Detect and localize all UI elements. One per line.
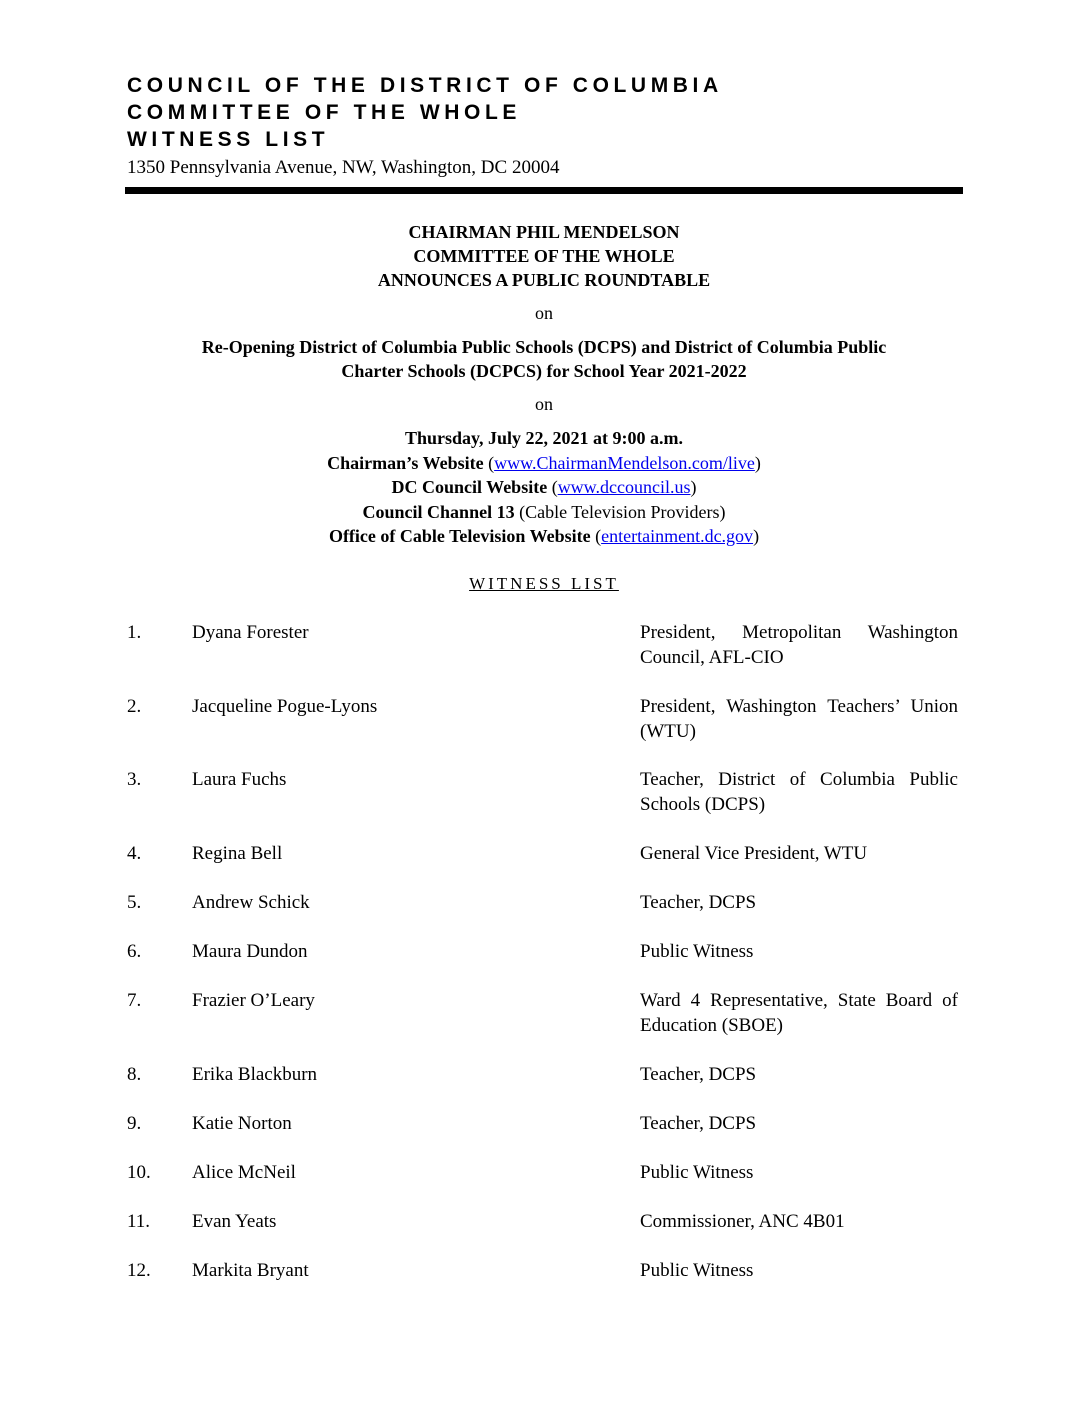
- letterhead: [127, 72, 967, 180]
- committee-name: COMMITTEE OF THE WHOLE: [127, 101, 522, 124]
- council-website-link[interactable]: www.dccouncil.us: [557, 477, 691, 497]
- octv-website-link[interactable]: entertainment.dc.gov: [601, 526, 754, 546]
- announcement-header: [125, 220, 963, 292]
- witness-number: 9.: [127, 1113, 142, 1134]
- witness-title: Teacher, District of Columbia Public Schools (DCPS): [640, 769, 958, 815]
- roundtable-topic: [125, 335, 963, 383]
- council-website-label: DC Council Website: [391, 477, 548, 497]
- witness-number: 11.: [127, 1211, 151, 1232]
- witness-number: 10.: [127, 1162, 151, 1183]
- witness-title: Teacher, DCPS: [640, 1064, 757, 1085]
- witness-title: Commissioner, ANC 4B01: [640, 1211, 845, 1232]
- council-website-line: DC Council Website (www.dccouncil.us): [391, 477, 697, 497]
- witness-name: Katie Norton: [192, 1113, 292, 1134]
- council-channel-label: Council Channel 13: [362, 501, 515, 522]
- witness-name: Markita Bryant: [192, 1260, 309, 1281]
- on-separator-2: on: [535, 394, 553, 414]
- octv-website-label: Office of Cable Television Website: [328, 526, 591, 546]
- witness-title: Teacher, DCPS: [640, 1113, 757, 1134]
- witness-title: General Vice President, WTU: [640, 843, 868, 864]
- witness-name: Dyana Forester: [192, 622, 309, 643]
- witness-name: Jacqueline Pogue-Lyons: [192, 696, 378, 717]
- topic-line-1: Re-Opening District of Columbia Public Schools (DCPS) and District of Columbia Public: [201, 337, 887, 357]
- witness-name: Regina Bell: [192, 843, 283, 864]
- octv-website-line: Office of Cable Television Website (entertainment.dc.gov): [328, 526, 760, 546]
- announces-line: ANNOUNCES A PUBLIC ROUNDTABLE: [377, 270, 711, 290]
- witness-title: President, Washington Teachers’ Union (WTU): [640, 696, 958, 742]
- council-channel-note: (Cable Television Providers): [519, 501, 726, 522]
- chairman-website-line: Chairman’s Website (www.ChairmanMendelson.com/live): [327, 452, 761, 473]
- chairman-website-link[interactable]: www.ChairmanMendelson.com/live: [494, 452, 755, 473]
- witness-name: Erika Blackburn: [192, 1064, 318, 1085]
- on-separator-1: on: [535, 303, 553, 323]
- witness-title: Teacher, DCPS: [640, 892, 757, 913]
- witness-name: Andrew Schick: [192, 892, 310, 913]
- document-type: WITNESS LIST: [127, 128, 330, 151]
- header-divider: [125, 187, 963, 194]
- witness-title: Ward 4 Representative, State Board of Education (SBOE): [640, 990, 958, 1036]
- witness-number: 12.: [127, 1260, 151, 1281]
- council-name: COUNCIL OF THE DISTRICT OF COLUMBIA: [127, 74, 723, 97]
- witness-number: 2.: [127, 696, 142, 717]
- witness-number: 4.: [127, 843, 142, 864]
- witness-title: Public Witness: [640, 1162, 754, 1183]
- committee-line: COMMITTEE OF THE WHOLE: [413, 246, 675, 266]
- witness-name: Alice McNeil: [192, 1162, 296, 1183]
- chairman-website-label: Chairman’s Website: [327, 452, 484, 473]
- witness-number: 7.: [127, 990, 142, 1011]
- witness-number: 5.: [127, 892, 142, 913]
- council-channel-line: [125, 500, 963, 525]
- witness-number: 3.: [127, 769, 142, 790]
- witness-name: Maura Dundon: [192, 941, 308, 962]
- topic-line-2: Charter Schools (DCPCS) for School Year 2021-2022: [341, 361, 747, 381]
- witness-name: Evan Yeats: [192, 1211, 277, 1232]
- witness-name: Laura Fuchs: [192, 769, 287, 790]
- witness-title: President, Metropolitan Washington Council, AFL-CIO: [640, 622, 958, 668]
- witness-name: Frazier O’Leary: [192, 990, 315, 1011]
- chairman-line: CHAIRMAN PHIL MENDELSON: [408, 222, 680, 242]
- witness-number: 8.: [127, 1064, 142, 1085]
- hearing-date: Thursday, July 22, 2021 at 9:00 a.m.: [404, 428, 684, 448]
- hearing-details: [125, 426, 963, 549]
- witness-list-heading: WITNESS LIST: [469, 574, 619, 593]
- witness-title: Public Witness: [640, 1260, 754, 1281]
- witness-title: Public Witness: [640, 941, 754, 962]
- witness-number: 6.: [127, 941, 142, 962]
- council-address: 1350 Pennsylvania Avenue, NW, Washington, DC 20004: [127, 157, 560, 178]
- witness-number: 1.: [127, 622, 142, 643]
